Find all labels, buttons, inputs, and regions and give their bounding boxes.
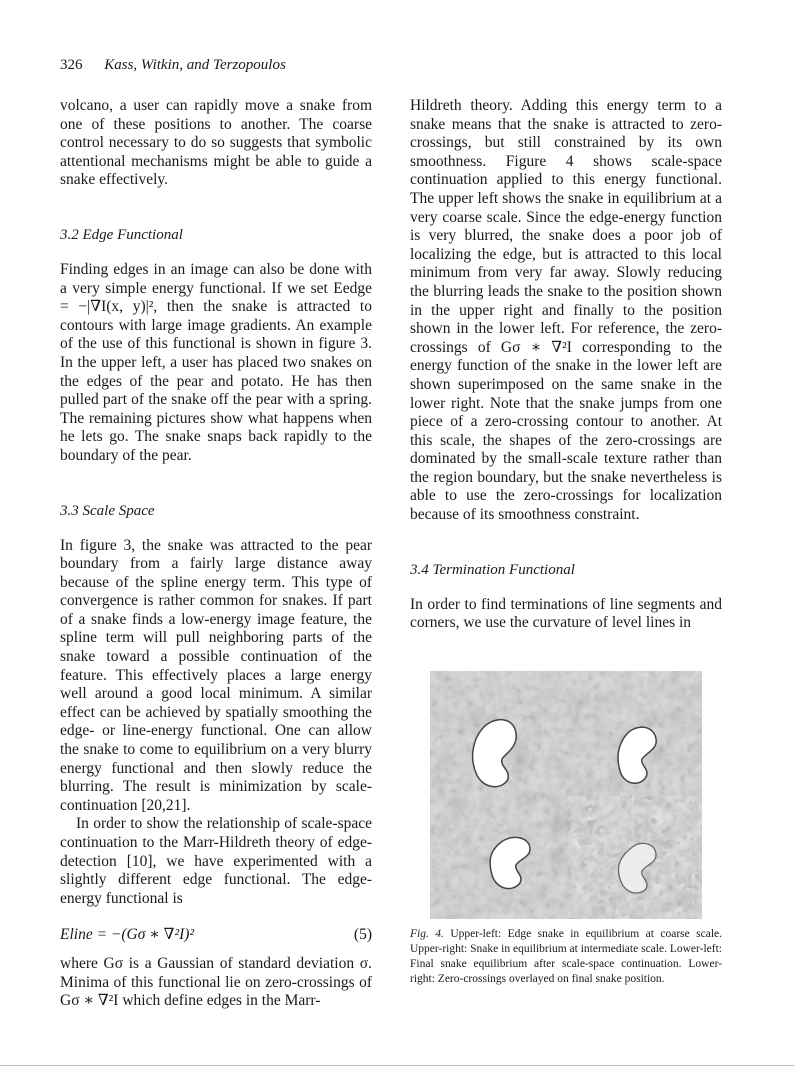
figure-label: Fig. 4. [410,927,444,940]
paragraph-scale-space-2: In order to show the relationship of scale-space continuation to the Marr-Hildreth theory of edge-detection [10], we have experimented with a slightly different edge functional. The edge-energy functional is [60,815,372,907]
left-column [60,97,372,1011]
paragraph-marr-hildreth: Hildreth theory. Adding this energy term to a snake means that the snake is attracted to zero-crossings, but still constrained by its own smoothness. Figure 4 shows scale-space continuation applied to this energy functional. The upper left shows the snake in equilibrium at a very coarse scale. Since the edge-energy function is very blurred, the snake does a poor job of localizing the edge, but is attracted to this local minimum from very far away. Slowly reducing the blurring leads the snake to the position shown in the upper right and finally to the position shown in the lower left. For reference, the zero-crossings of Gσ ∗ ∇²I corresponding to the energy function of the snake in the lower left are shown superimposed on the same snake in the lower right. Note that the snake jumps from one piece of a zero-crossing contour to another. At this scale, the shapes of the zero-crossings are dominated by the small-scale texture rather than the region boundary, but the snake nevertheless is able to use the zero-crossings for localization because of its smoothness constraint. [410,97,722,524]
paragraph-edge-functional: Finding edges in an image can also be done with a very simple energy functional. If we set Eedge = −|∇I(x, y)|², then the snake is attracted to contours with large image gradients. An example of the use of this functional is shown in figure 3. In the upper left, a user has placed two snakes on the edges of the pear and potato. He has then pulled part of the snake off the pear with a spring. The remaining pictures show what happens when he lets go. The snake snaps back rapidly to the boundary of the pear. [60,260,372,464]
running-header [60,57,286,74]
equation-body: Eline = −(Gσ ∗ ∇²I)² [60,926,195,944]
figure-caption-text: Upper-left: Edge snake in equilibrium at coarse scale. Upper-right: Snake in equilibrium at intermediate scale. Lower-left: Final snake equilibrium after scale-space continuation. Lower-right: Zero-crossings overlayed on final snake position. [410,927,722,985]
figure-4-panels [430,671,702,919]
equation-number: (5) [353,926,372,944]
paragraph-after-equation: where Gσ is a Gaussian of standard deviation σ. Minima of this functional lie on zero-crossings of Gσ ∗ ∇²I which define edges in the Marr- [60,954,372,1010]
paragraph-intro: volcano, a user can rapidly move a snake from one of these positions to another. The coarse control necessary to do so suggests that symbolic attentional mechanisms might be able to guide a snake effectively. [60,97,372,189]
section-heading-3-3: 3.3 Scale Space [60,502,155,519]
running-authors: Kass, Witkin, and Terzopoulos [104,57,286,73]
paragraph-scale-space-1: In figure 3, the snake was attracted to the pear boundary from a fairly large distance away because of the spline energy term. This type of convergence is rather common for snakes. If part of a snake finds a low-energy image feature, the spline term will pull neighboring parts of the snake toward a possible continuation of the feature. This effectively places a large energy well around a good local minimum. A similar effect can be achieved by spatially smoothing the edge- or line-energy functional. One can allow the snake to come to equilibrium on a very blurry energy functional and then slowly reduce the blurring. The result is minimization by scale-continuation [20,21]. [60,536,372,814]
right-column [410,97,722,987]
equation-5 [60,926,372,945]
paragraph-termination: In order to find terminations of line segments and corners, we use the curvature of level lines in [410,595,722,632]
figure-4-image [430,671,702,919]
figure-4-caption [410,927,722,987]
section-heading-3-4: 3.4 Termination Functional [410,561,575,578]
page-number: 326 [60,57,83,73]
section-heading-3-2: 3.2 Edge Functional [60,226,183,243]
bottom-rule [0,1065,794,1066]
